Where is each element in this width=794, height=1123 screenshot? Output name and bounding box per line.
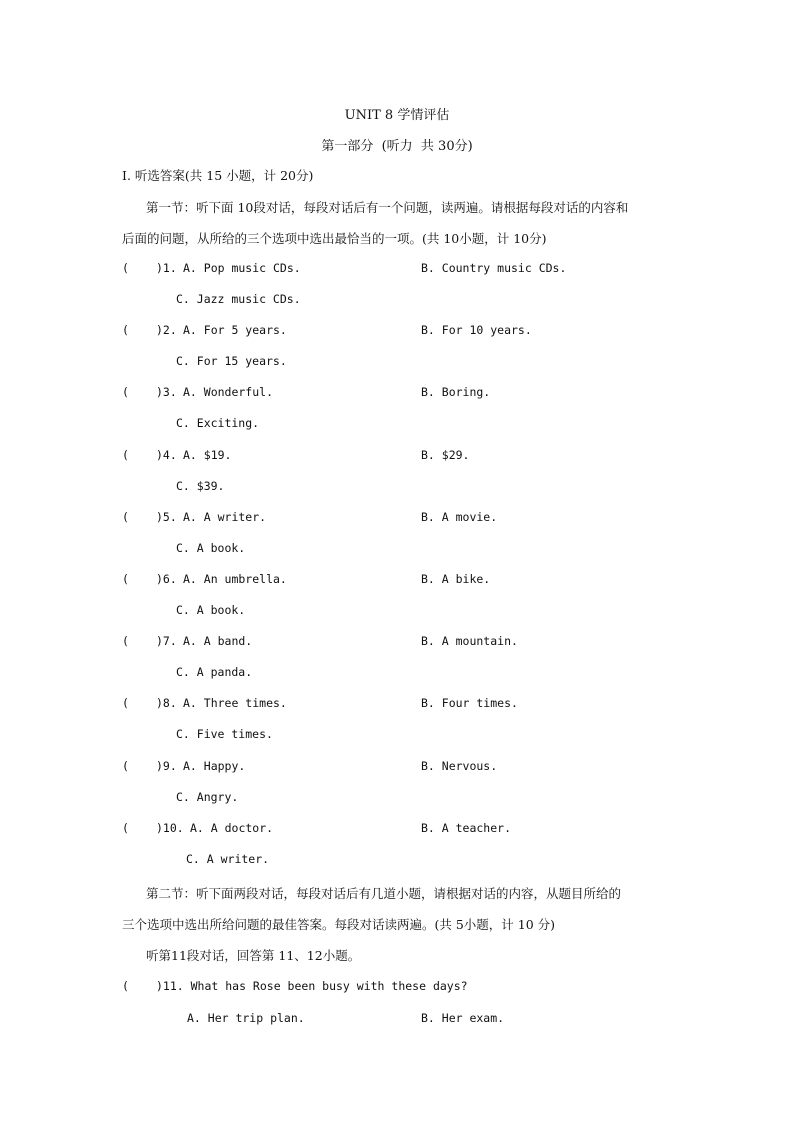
option-a: A. A writer. bbox=[183, 510, 267, 524]
option-c: C. For 15 years. bbox=[176, 354, 287, 368]
answer-blank-open[interactable]: ( bbox=[122, 323, 129, 337]
answer-blank-open[interactable]: ( bbox=[122, 821, 129, 835]
page-title: UNIT 8 学情评估 bbox=[344, 108, 450, 123]
answer-blank-open[interactable]: ( bbox=[122, 261, 129, 275]
question-number: )8. bbox=[156, 696, 177, 710]
question-number: )5. bbox=[156, 510, 177, 524]
option-b: B. $29. bbox=[421, 448, 470, 462]
option-a: A. Pop music CDs. bbox=[183, 261, 301, 275]
option-c: C. Five times. bbox=[176, 727, 273, 741]
option-c: C. A writer. bbox=[186, 852, 270, 866]
option-a: A. $19. bbox=[183, 448, 232, 462]
option-c: C. Angry. bbox=[176, 790, 239, 804]
option-c: C. Jazz music CDs. bbox=[176, 292, 301, 306]
part2-intro-line2: 三个选项中选出所给问题的最佳答案。每段对话读两遍。(共 5小题，计 10 分) bbox=[122, 917, 556, 932]
option-b: B. Country music CDs. bbox=[421, 261, 567, 275]
question-number: )3. bbox=[156, 385, 177, 399]
option-a: A. Three times. bbox=[183, 696, 287, 710]
option-b: B. A movie. bbox=[421, 510, 498, 524]
answer-blank-open[interactable]: ( bbox=[122, 696, 129, 710]
option-c: C. A panda. bbox=[176, 665, 253, 679]
part1-intro-line1: 第一节：听下面 10段对话，每段对话后有一个问题，读两遍。请根据每段对话的内容和 bbox=[146, 200, 629, 215]
part1-intro-line2: 后面的问题，从所给的三个选项中选出最恰当的一项。(共 10小题，计 10分) bbox=[122, 231, 547, 246]
dialog11-intro: 听第11段对话，回答第 11、12小题。 bbox=[146, 948, 361, 963]
option-b: B. Her exam. bbox=[421, 1011, 505, 1025]
answer-blank-open[interactable]: ( bbox=[122, 634, 129, 648]
question-number: )9. bbox=[156, 759, 177, 773]
option-a: A. Wonderful. bbox=[183, 385, 274, 399]
answer-blank-open[interactable]: ( bbox=[122, 448, 129, 462]
option-c: C. Exciting. bbox=[176, 416, 260, 430]
option-a: A. Happy. bbox=[183, 759, 246, 773]
option-b: B. Boring. bbox=[421, 385, 491, 399]
answer-blank-open[interactable]: ( bbox=[122, 572, 129, 586]
option-c: C. $39. bbox=[176, 479, 225, 493]
answer-blank-open[interactable]: ( bbox=[122, 385, 129, 399]
option-a: A. A doctor. bbox=[190, 821, 274, 835]
page-subtitle: 第一部分 (听力 共 30分) bbox=[321, 139, 473, 154]
question-number: )1. bbox=[156, 261, 177, 275]
answer-blank-open[interactable]: ( bbox=[122, 759, 129, 773]
question-number: )6. bbox=[156, 572, 177, 586]
option-b: B. Four times. bbox=[421, 696, 518, 710]
question-number: )2. bbox=[156, 323, 177, 337]
question-number: )7. bbox=[156, 634, 177, 648]
option-a: A. An umbrella. bbox=[183, 572, 287, 586]
answer-blank-open[interactable]: ( bbox=[122, 979, 129, 993]
option-b: B. For 10 years. bbox=[421, 323, 532, 337]
option-a: A. Her trip plan. bbox=[187, 1011, 305, 1025]
section-heading: Ⅰ. 听选答案(共 15 小题，计 20分) bbox=[122, 168, 314, 183]
option-b: B. A bike. bbox=[421, 572, 491, 586]
option-a: A. For 5 years. bbox=[183, 323, 287, 337]
question-number: )4. bbox=[156, 448, 177, 462]
option-b: B. A teacher. bbox=[421, 821, 512, 835]
option-c: C. A book. bbox=[176, 603, 246, 617]
answer-blank-open[interactable]: ( bbox=[122, 510, 129, 524]
option-b: B. A mountain. bbox=[421, 634, 518, 648]
question-text: )11. What has Rose been busy with these days? bbox=[156, 979, 468, 993]
option-b: B. Nervous. bbox=[421, 759, 498, 773]
question-number: )10. bbox=[156, 821, 184, 835]
option-c: C. A book. bbox=[176, 541, 246, 555]
option-a: A. A band. bbox=[183, 634, 253, 648]
part2-intro-line1: 第二节：听下面两段对话，每段对话后有几道小题，请根据对话的内容，从题目所给的 bbox=[146, 886, 622, 901]
